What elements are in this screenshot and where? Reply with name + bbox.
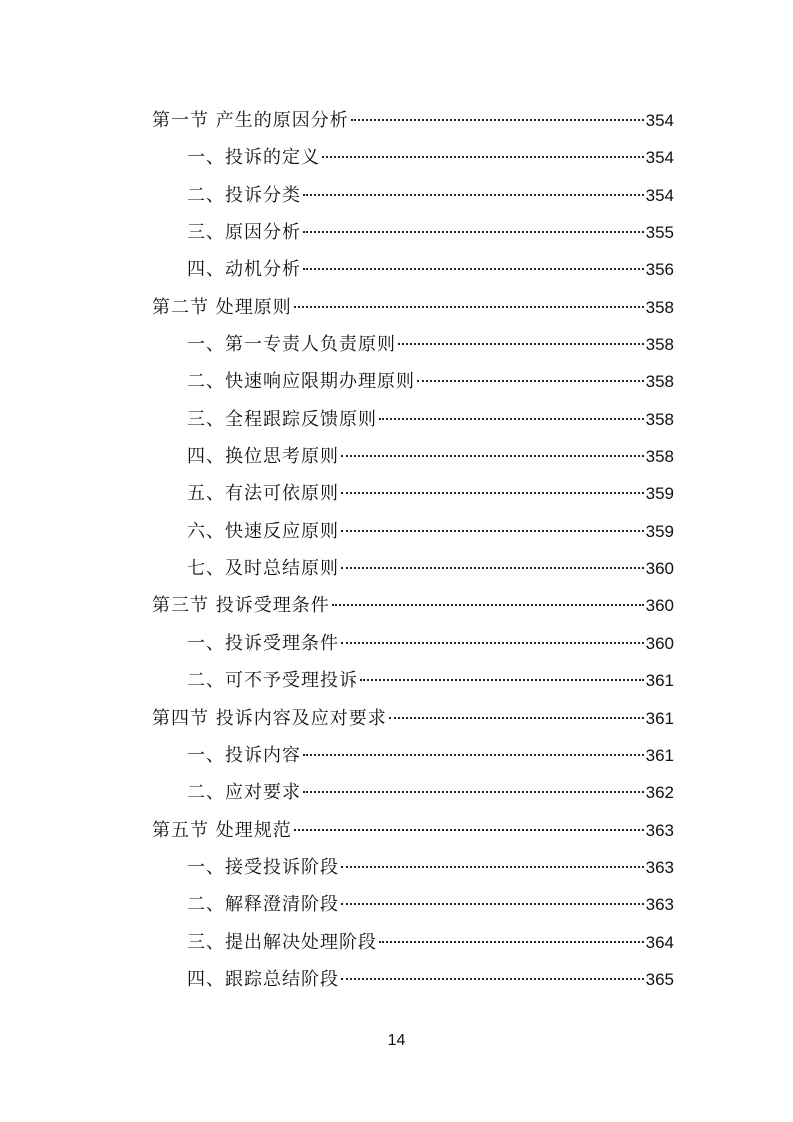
toc-entry-page: 361: [645, 745, 674, 765]
toc-entry-page: 362: [645, 783, 674, 803]
toc-dot-leader: [341, 455, 644, 457]
toc-entry-title: 第三节 投诉受理条件: [152, 595, 330, 617]
toc-entry-page: 354: [645, 185, 674, 205]
toc-entry-page: 355: [645, 223, 674, 243]
toc-entry[interactable]: [152, 550, 674, 587]
toc-dot-leader: [341, 567, 644, 569]
toc-entry[interactable]: [152, 289, 674, 326]
toc-entry[interactable]: [152, 214, 674, 251]
toc-entry-title: 二、投诉分类: [187, 184, 301, 206]
toc-entry-page: 361: [645, 708, 674, 728]
toc-dot-leader: [379, 941, 644, 943]
toc-entry-page: 360: [645, 596, 674, 616]
toc-dot-leader: [341, 530, 644, 532]
toc-entry-page: 363: [645, 857, 674, 877]
toc-entry-title: 第五节 处理规范: [152, 819, 292, 841]
toc-entry-title: 一、投诉内容: [187, 744, 301, 766]
toc-entry-page: 365: [645, 969, 674, 989]
toc-entry[interactable]: [152, 326, 674, 363]
toc-entry[interactable]: [152, 363, 674, 400]
toc-dot-leader: [332, 604, 644, 606]
toc-dot-leader: [417, 380, 644, 382]
toc-entry[interactable]: [152, 401, 674, 438]
toc-entry[interactable]: [152, 886, 674, 923]
toc-entry[interactable]: [152, 774, 674, 811]
toc-entry[interactable]: [152, 700, 674, 737]
toc-entry[interactable]: [152, 438, 674, 475]
toc-dot-leader: [322, 156, 644, 158]
toc-entry-page: 356: [645, 260, 674, 280]
toc-entry[interactable]: [152, 662, 674, 699]
toc-dot-leader: [303, 754, 644, 756]
toc-entry-title: 第二节 处理原则: [152, 296, 292, 318]
toc-entry-title: 六、快速反应原则: [187, 520, 339, 542]
toc-dot-leader: [341, 492, 644, 494]
toc-entry-title: 二、应对要求: [187, 782, 301, 804]
toc-entry-page: 358: [645, 297, 674, 317]
toc-entry-title: 一、接受投诉阶段: [187, 856, 339, 878]
toc-dot-leader: [303, 791, 644, 793]
toc-entry[interactable]: [152, 812, 674, 849]
toc-entry[interactable]: [152, 625, 674, 662]
toc-entry-page: 363: [645, 820, 674, 840]
toc-dot-leader: [303, 231, 644, 233]
table-of-contents: [152, 102, 674, 998]
toc-entry[interactable]: [152, 177, 674, 214]
toc-entry-page: 361: [645, 671, 674, 691]
toc-dot-leader: [303, 268, 644, 270]
toc-entry-title: 四、跟踪总结阶段: [187, 968, 339, 990]
toc-entry-page: 358: [645, 447, 674, 467]
toc-entry[interactable]: [152, 737, 674, 774]
toc-dot-leader: [303, 194, 644, 196]
toc-dot-leader: [389, 717, 644, 719]
toc-entry[interactable]: [152, 475, 674, 512]
toc-entry[interactable]: [152, 587, 674, 624]
toc-dot-leader: [351, 119, 644, 121]
toc-entry[interactable]: [152, 139, 674, 176]
toc-entry-page: 359: [645, 484, 674, 504]
toc-entry-title: 二、快速响应限期办理原则: [187, 371, 415, 393]
toc-entry-title: 七、及时总结原则: [187, 558, 339, 580]
toc-entry-title: 三、全程跟踪反馈原则: [187, 408, 377, 430]
toc-dot-leader: [294, 829, 644, 831]
toc-entry[interactable]: [152, 513, 674, 550]
toc-entry-title: 二、解释澄清阶段: [187, 894, 339, 916]
toc-entry-page: 360: [645, 559, 674, 579]
toc-entry-title: 三、提出解决处理阶段: [187, 931, 377, 953]
toc-entry-page: 359: [645, 521, 674, 541]
toc-entry-title: 四、换位思考原则: [187, 446, 339, 468]
toc-entry[interactable]: [152, 102, 674, 139]
toc-entry-title: 四、动机分析: [187, 259, 301, 281]
toc-dot-leader: [398, 343, 644, 345]
toc-entry-page: 354: [645, 111, 674, 130]
page-number: 14: [387, 1032, 406, 1049]
toc-entry[interactable]: [152, 849, 674, 886]
toc-dot-leader: [379, 418, 644, 420]
toc-dot-leader: [360, 679, 644, 681]
toc-entry-title: 第一节 产生的原因分析: [152, 110, 349, 131]
toc-dot-leader: [341, 978, 644, 980]
toc-entry[interactable]: [152, 924, 674, 961]
toc-entry-title: 第四节 投诉内容及应对要求: [152, 707, 387, 729]
toc-entry[interactable]: [152, 961, 674, 998]
toc-entry-page: 360: [645, 633, 674, 653]
toc-entry-page: 354: [645, 148, 674, 168]
toc-entry[interactable]: [152, 251, 674, 288]
toc-entry-title: 五、有法可依原则: [187, 483, 339, 505]
toc-dot-leader: [341, 866, 644, 868]
toc-entry-page: 363: [645, 895, 674, 915]
toc-entry-title: 一、第一专责人负责原则: [187, 334, 396, 356]
toc-entry-title: 三、原因分析: [187, 222, 301, 244]
toc-dot-leader: [294, 306, 644, 308]
toc-entry-title: 一、投诉受理条件: [187, 632, 339, 654]
toc-dot-leader: [341, 903, 644, 905]
toc-entry-page: 358: [645, 335, 674, 355]
toc-entry-page: 358: [645, 372, 674, 392]
toc-entry-page: 358: [645, 409, 674, 429]
toc-dot-leader: [341, 642, 644, 644]
toc-entry-page: 364: [645, 932, 674, 952]
toc-entry-title: 一、投诉的定义: [187, 147, 320, 169]
toc-entry-title: 二、可不予受理投诉: [187, 670, 358, 692]
